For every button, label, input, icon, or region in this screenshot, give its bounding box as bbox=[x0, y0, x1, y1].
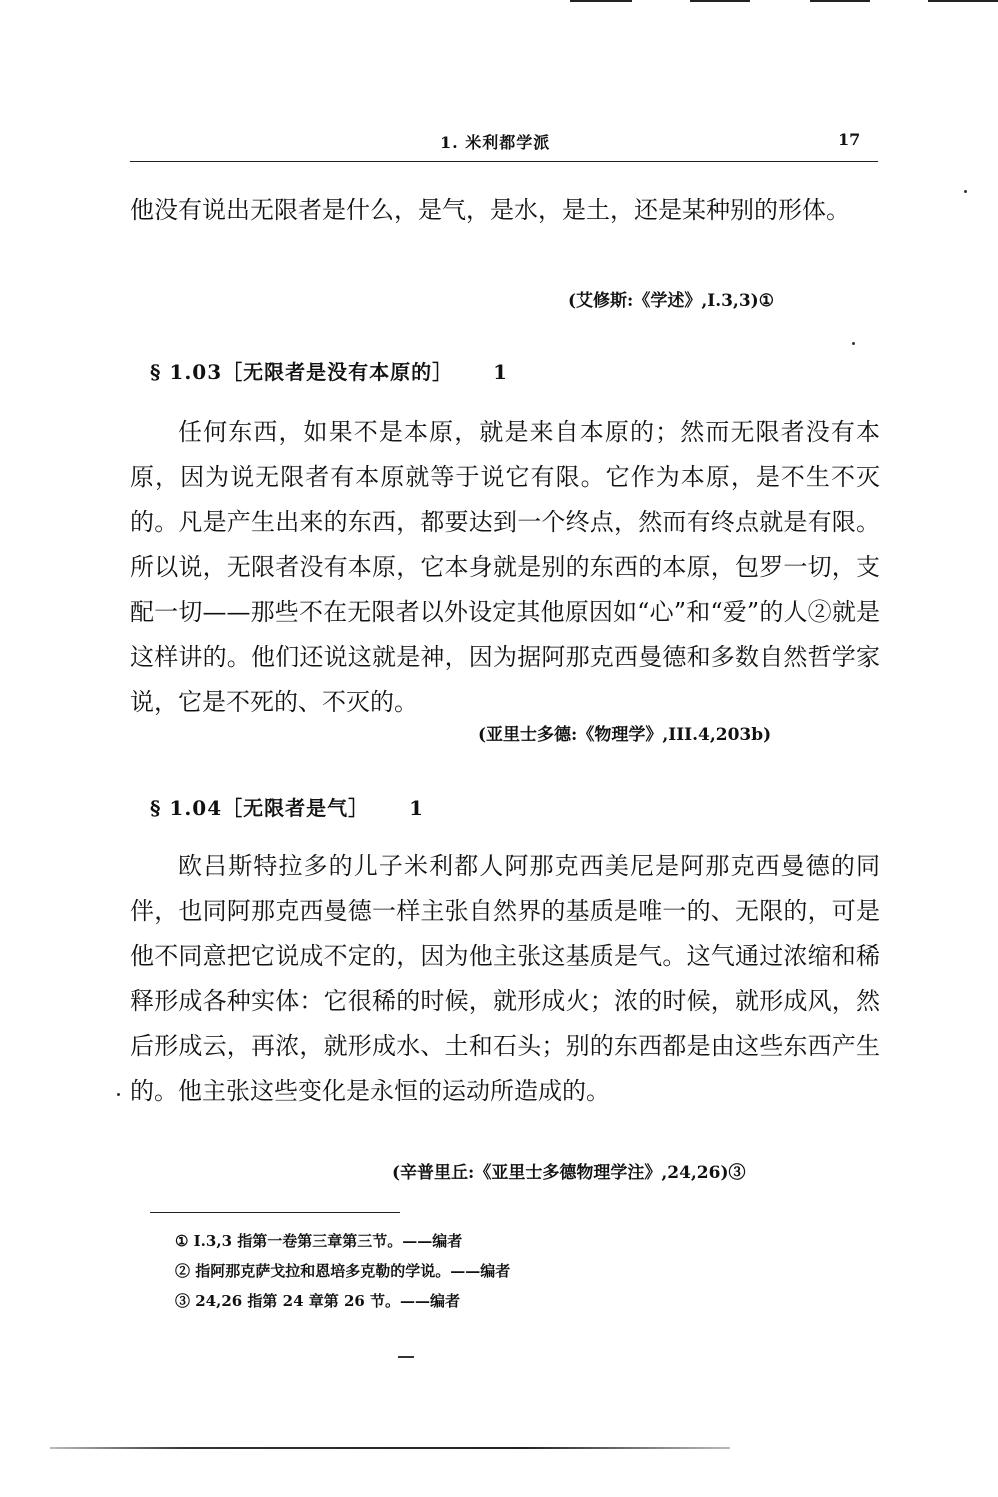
paragraph: 任何东西，如果不是本原，就是来自本原的；然而无限者没有本原，因为说无限者有本原就等于说它有限。它作为本原，是不生不灭的。凡是产生出来的东西，都要达到一个终点，然而有终点就是有限。所以说，无限者没有本原，它本身就是别的东西的本原，包罗一切，支配一切——那些不在无限者以外设定其他原因如“心”和“爱”的人②就是这样讲的。他们还说这就是神，因为据阿那克西曼德和多数自然哲学家说，它是不死的、不灭的。 bbox=[130, 418, 880, 716]
scan-speck bbox=[117, 1093, 120, 1096]
citation: (艾修斯:《学述》,I.3,3)① bbox=[568, 291, 774, 311]
scan-mark bbox=[810, 0, 870, 2]
scan-speck bbox=[852, 342, 855, 345]
running-header-title: 1. 米利都学派 bbox=[440, 133, 551, 152]
section-number: 1 bbox=[493, 360, 508, 384]
paragraph: 欧吕斯特拉多的儿子米利都人阿那克西美尼是阿那克西曼德的同伴，也同阿那克西曼德一样主张自然界的基质是唯一的、无限的，可是他不同意把它说成不定的，因为他主张这基质是气。这气通过浓缩和稀释形成各种实体：它很稀的时候，就形成火；浓的时候，就形成风，然后形成云，再浓，就形成水、土和石头；别的东西都是由这些东西产生的。他主张这些变化是永恒的运动所造成的。 bbox=[130, 852, 880, 1105]
section-number: 1 bbox=[409, 796, 424, 820]
footnote: ② 指阿那克萨戈拉和恩培多克勒的学说。——编者 bbox=[175, 1262, 511, 1280]
section-heading bbox=[150, 356, 507, 385]
citation: (亚里士多德:《物理学》,III.4,203b) bbox=[478, 725, 772, 745]
section-heading bbox=[150, 792, 423, 821]
footnote: ① I.3,3 指第一卷第三章第三节。——编者 bbox=[175, 1232, 463, 1250]
scan-mark bbox=[690, 0, 750, 2]
scan-speck bbox=[964, 190, 967, 193]
citation: (辛普里丘:《亚里士多德物理学注》,24,26)③ bbox=[392, 1163, 746, 1183]
scan-mark bbox=[928, 0, 998, 2]
section-title: § 1.03［无限者是没有本原的］ bbox=[150, 360, 454, 384]
scan-mark bbox=[570, 0, 632, 2]
scan-dash bbox=[398, 1356, 414, 1358]
footnote: ③ 24,26 指第 24 章第 26 节。——编者 bbox=[175, 1292, 461, 1310]
scan-edge-line bbox=[50, 1447, 730, 1449]
page-number: 17 bbox=[838, 130, 861, 149]
footnote-rule bbox=[150, 1212, 400, 1213]
paragraph-continuation: 他没有说出无限者是什么，是气，是水，是土，还是某种别的形体。 bbox=[130, 196, 850, 224]
header-rule bbox=[130, 161, 878, 162]
section-title: § 1.04［无限者是气］ bbox=[150, 796, 370, 820]
